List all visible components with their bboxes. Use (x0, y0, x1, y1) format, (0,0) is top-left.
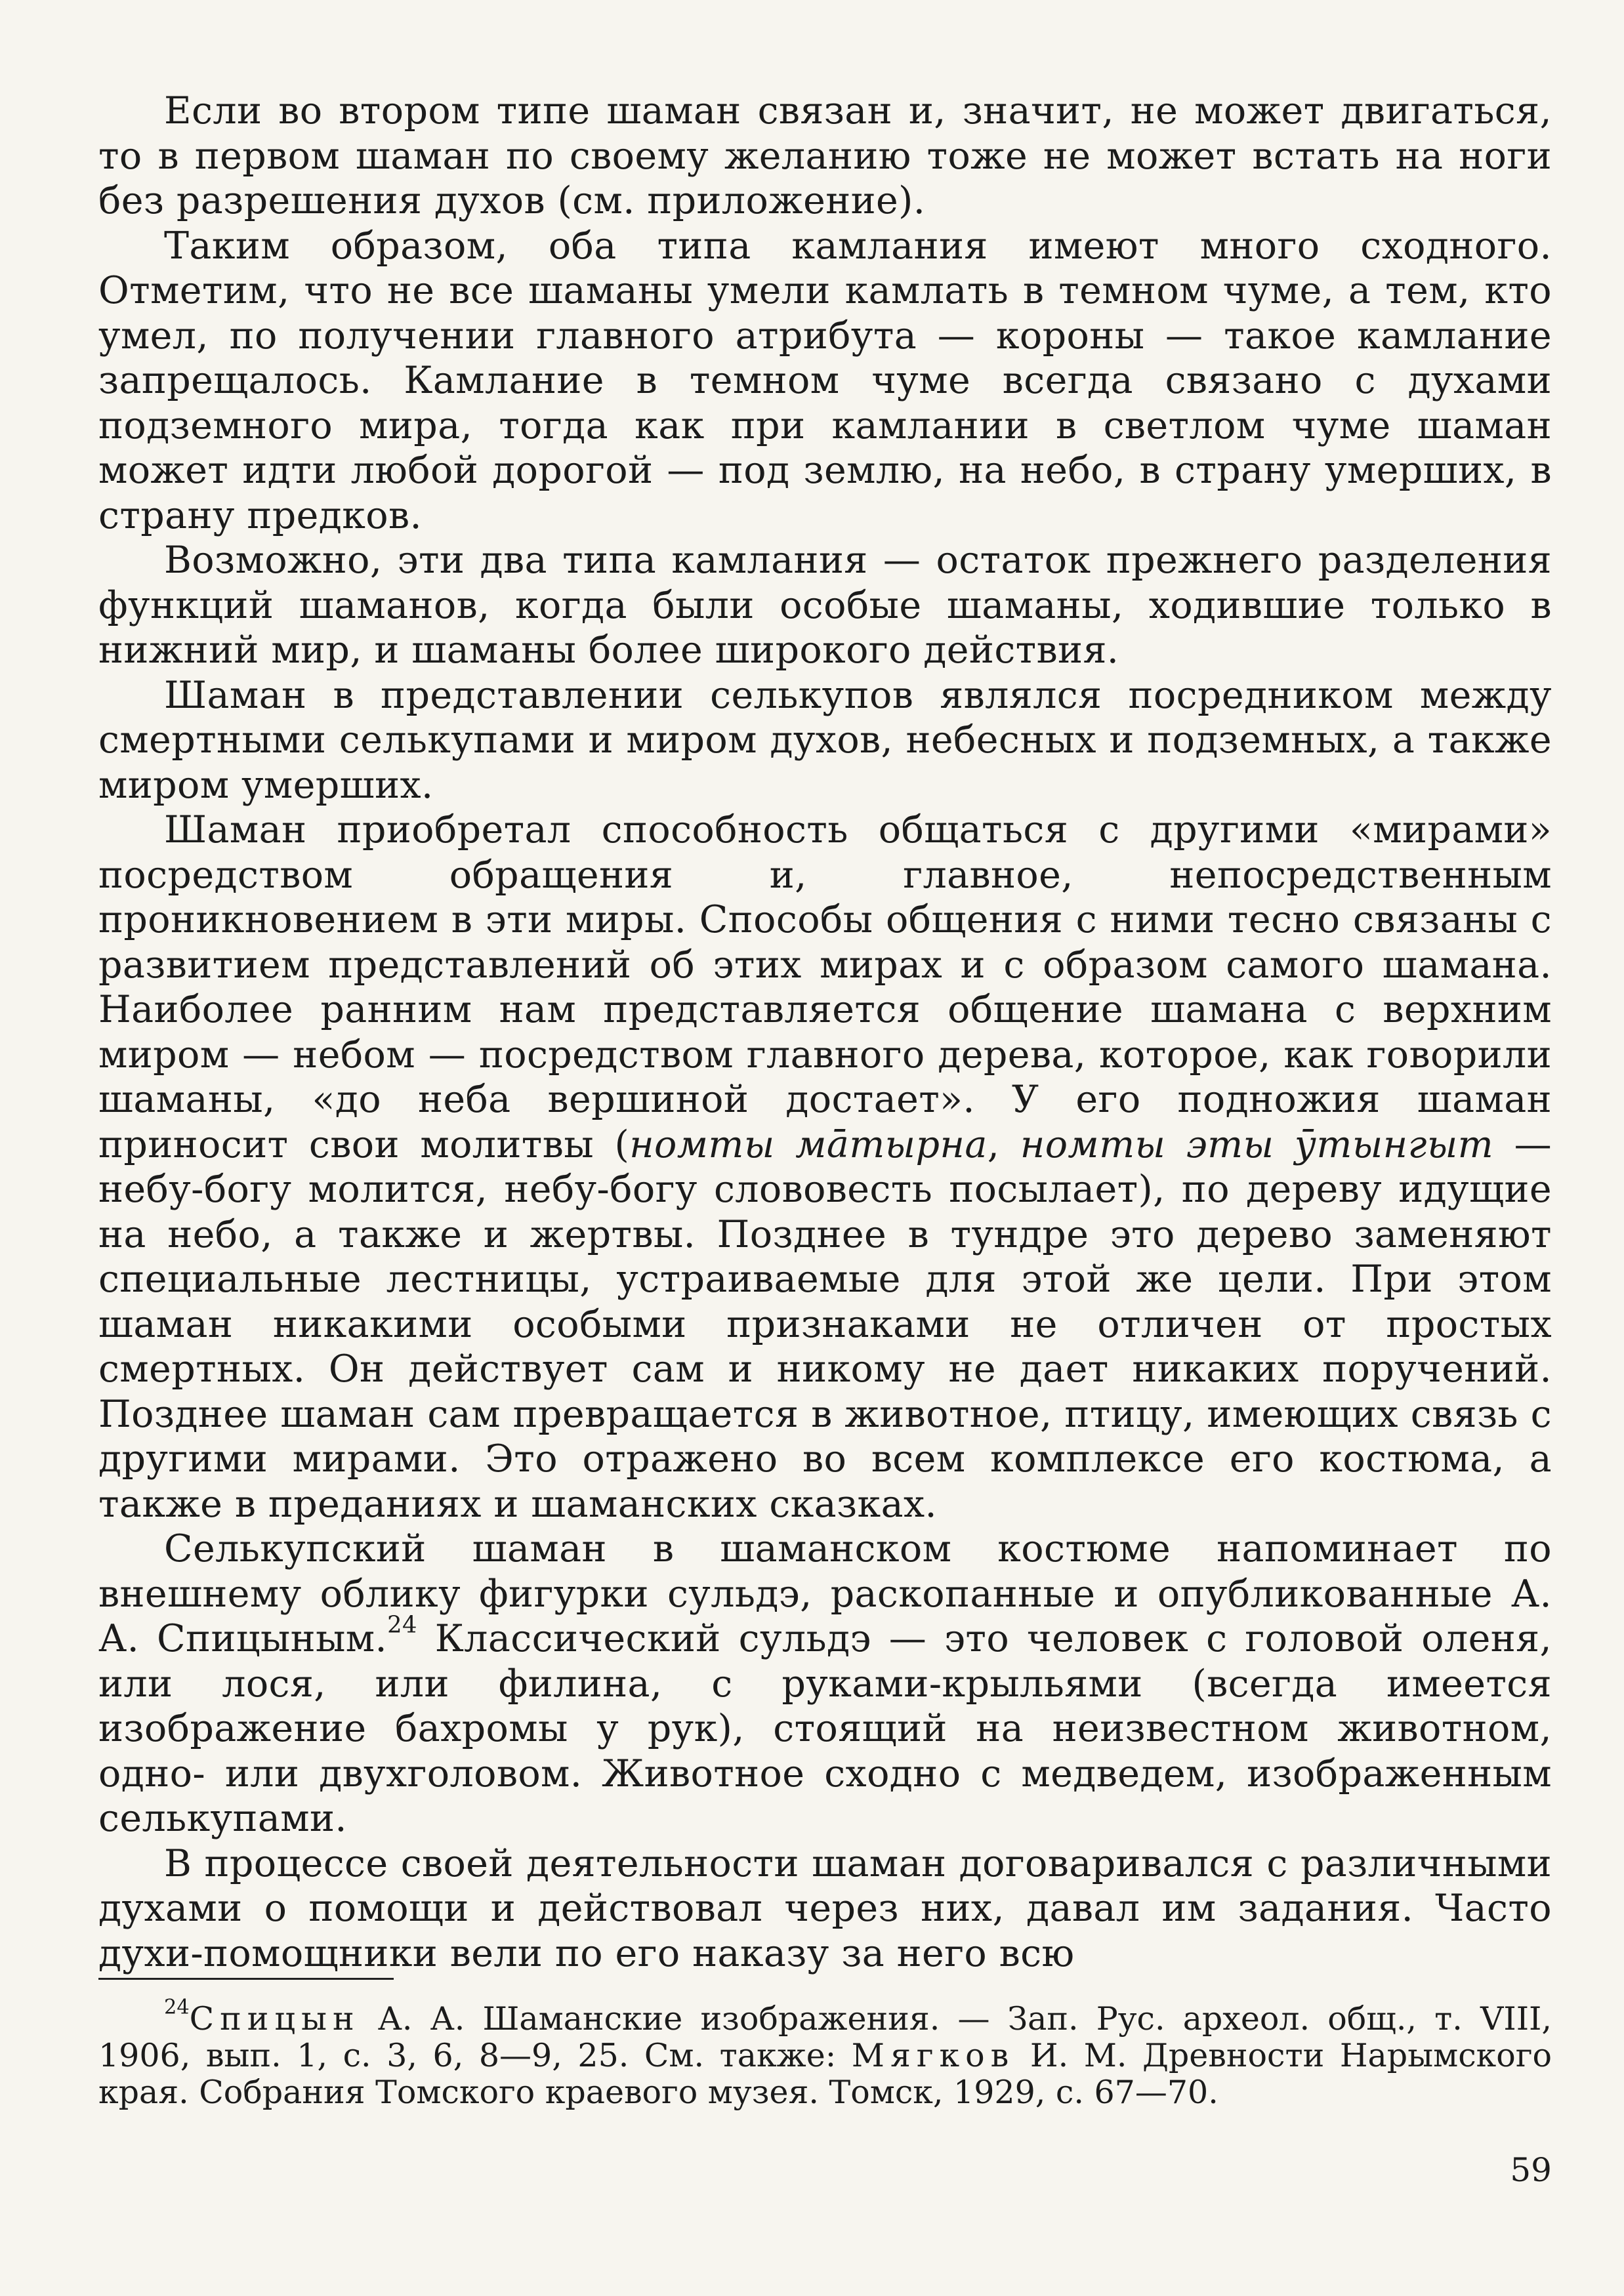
paragraph: Если во втором типе шаман связан и, значит, не может двигаться, то в первом шаман по своему желанию тоже не может встать на ноги без разрешения духов (см. приложение). (98, 89, 1552, 222)
paragraph: В процессе своей деятельности шаман договаривался с различными духами о помощи и действовал через них, давал им задания. Часто духи-помощники вели по его наказу за него всю (98, 1841, 1552, 1975)
footnote-divider (98, 1978, 394, 1980)
text-run: Шаман приобретал способность общаться с другими «мирами» посредством обращения и, главное, непосредственным проникновением в эти миры. Способы общения с ними тесно связаны с развитием представлений об этих мирах и с образом самого шамана. Наиболее ранним нам представляется общение шамана с верхним миром — небом — посредством главного дерева, которое, как говорили шаманы, «до неба вершиной достает». У его подножия шаман приносит свои молитвы ( (98, 808, 1552, 1166)
text-run: — небу-богу молится, небу-богу слововесть посылает), по дереву идущие на небо, а также и жертвы. Позднее в тундре это дерево заменяют специальные лестницы, устраиваемые для этой же цели. При этом шаман никакими особыми признаками не отличен от простых смертных. Он действует сам и никому не дает никаких поручений. Позднее шаман сам превращается в животное, птицу, имеющих связь с другими мирами. Это отражено во всем комплексе его костюма, а также в преданиях и шаманских сказках. (98, 1122, 1552, 1526)
text-run: А. А. Шаманские изображения. — Зап. Рус. археол. общ., т. VIII, 1906, вып. 1, с. 3, 6, 8—9, 25. См. также: (98, 2000, 1552, 2074)
main-text (98, 89, 1552, 1976)
text-run: , (987, 1122, 1020, 1166)
paragraph (98, 1527, 1552, 1841)
footnote-author: Мягков (851, 2037, 1015, 2074)
paragraph (98, 808, 1552, 1527)
footnote-text (98, 1996, 1552, 2111)
page-number: 59 (1510, 2151, 1552, 2189)
selkup-phrase: номты мāтырна (629, 1122, 988, 1166)
text-run: И. М. Древности Нарымского края. Собрания Томского краевого музея. Томск, 1929, с. 67—70. (98, 2037, 1552, 2111)
paragraph: Шаман в представлении селькупов являлся посредником между смертными селькупами и миром духов, небесных и подземных, а также миром умерших. (98, 673, 1552, 807)
paragraph: Таким образом, оба типа камлания имеют много сходного. Отметим, что не все шаманы умели камлать в темном чуме, а тем, кто умел, по получении главного атрибута — короны — такое камлание запрещалось. Камлание в темном чуме всегда связано с духами подземного мира, тогда как при камлании в светлом чуме шаман может идти любой дорогой — под землю, на небо, в страну умерших, в страну предков. (98, 224, 1552, 537)
text-run: Классический сульдэ — это человек с головой оленя, или лося, или филина, с руками-крыльями (всегда имеется изображение бахромы у рук), стоящий на неизвестном животном, одно- или двухголовом. Животное сходно с медведем, изображенным селькупами. (98, 1617, 1552, 1840)
footnote (98, 1996, 1552, 2111)
footnote-author: Спицын (189, 2000, 360, 2038)
footnote-reference: 24 (387, 1611, 417, 1639)
text-run: Селькупский шаман в шаманском костюме напоминает по внешнему облику фигурки сульдэ, раскопанные и опубликованные А. А. Спицыным. (98, 1527, 1552, 1660)
footnote-number: 24 (164, 1996, 190, 2019)
paragraph: Возможно, эти два типа камлания — остаток прежнего разделения функций шаманов, когда были особые шаманы, ходившие только в нижний мир, и шаманы более широкого действия. (98, 539, 1552, 672)
selkup-phrase: номты эты ӯтынгыт (1020, 1122, 1494, 1166)
